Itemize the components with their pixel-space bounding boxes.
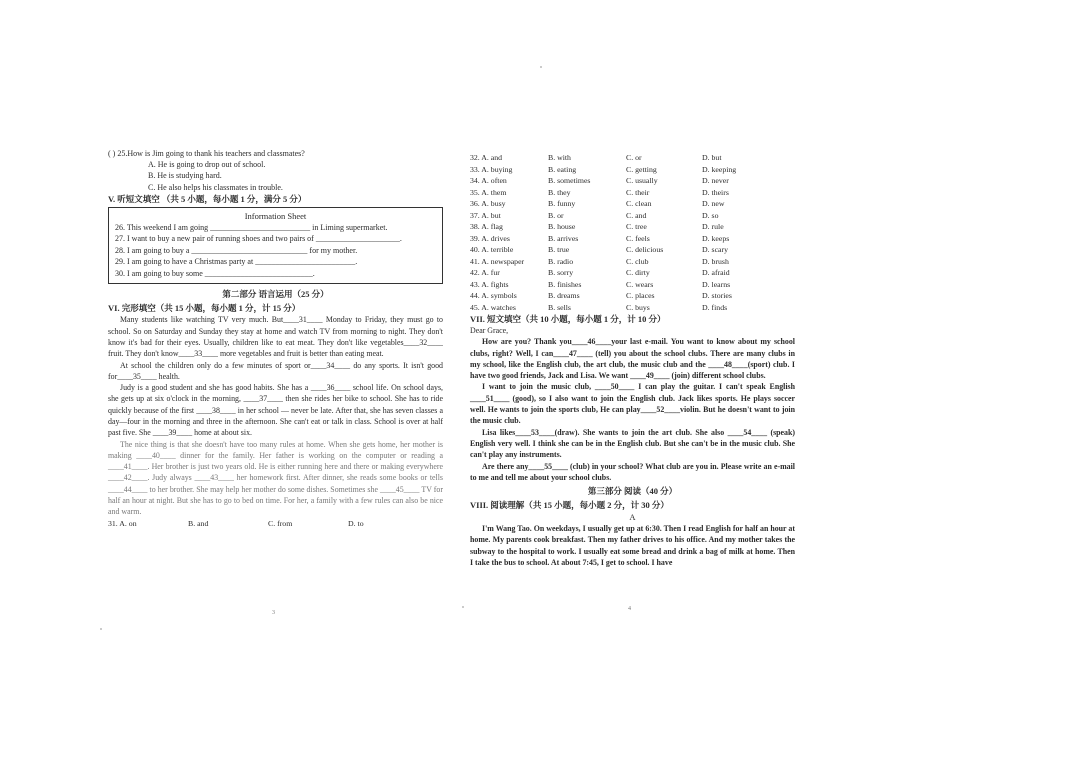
scan-speck <box>100 628 102 630</box>
page-number-right: 4 <box>628 606 631 612</box>
opt-44-c: C. places <box>626 291 655 300</box>
opt-39-c: C. feels <box>626 233 650 243</box>
cloze-paragraph-2: At school the children only do a few minutes of sport or____34____ do any sports. It isn't good for____35____ health. <box>108 360 443 381</box>
opt-34-d: D. never <box>702 176 729 185</box>
opt-43-c: C. wears <box>626 279 654 289</box>
part-3-title: 第三部分 阅读（40 分） <box>587 486 678 497</box>
opt-35-a: 35. A. them <box>470 187 507 197</box>
reading-a-text: I'm Wang Tao. On weekdays, I usually get up at 6:30. Then I read English for half an hour at home. My parents cook breakfast. Then my father drives to his office. And my mother takes the subway to the hospital to work. I usually eat some bread and drink a bag of milk at home. Then I take the bus to school. At about 7:45, I get to school. I have <box>470 524 795 568</box>
opt-39-d: D. keeps <box>702 233 730 243</box>
q31-option-a: 31. A. on <box>108 518 137 528</box>
opt-35-d: D. theirs <box>702 187 729 197</box>
opt-32-d: D. but <box>702 153 722 162</box>
opt-41-d: D. brush <box>702 256 729 266</box>
letter-paragraph-1: How are you? Thank you____46____your last e-mail. You want to know about my school clubs, right? Well, I can____47____ (tell) you about the school clubs. There are many clubs in my school, like the English club, the art club, the music club and the ____48____(sport) club. I have two good friends, Jack and Lisa. We want ____49____ (join) different school clubs. <box>470 337 795 381</box>
opt-38-b: B. house <box>548 222 576 231</box>
info-row-30: 30. I am going to buy some ___________________________. <box>115 268 315 278</box>
letter-paragraph-2: I want to join the music club, ____50____ I can play the guitar. I can't speak English ____51____ (good), so I also want to join the English club. Jack likes sports. He plays soccer well. He wants to join the sports club, He can play____52____violin. But he doesn't want to join the music club. <box>470 382 795 426</box>
opt-42-b: B. sorry <box>548 268 574 277</box>
opt-40-d: D. scary <box>702 245 728 254</box>
opt-42-d: D. afraid <box>702 268 730 277</box>
cloze-options-table <box>470 152 795 313</box>
scan-speck <box>462 606 464 608</box>
opt-42-c: C. dirty <box>626 268 650 277</box>
opt-32-c: C. or <box>626 153 642 162</box>
opt-37-a: 37. A. but <box>470 210 501 220</box>
information-sheet-title: Information Sheet <box>244 210 307 221</box>
q31-option-d: D. to <box>348 518 364 528</box>
opt-36-d: D. new <box>702 199 725 208</box>
opt-43-d: D. learns <box>702 279 731 289</box>
opt-36-a: 36. A. busy <box>470 199 506 208</box>
opt-38-d: D. rule <box>702 222 724 231</box>
opt-44-d: D. stories <box>702 291 732 300</box>
opt-32-b: B. with <box>548 153 571 162</box>
info-row-27: 27. I want to buy a new pair of running shoes and two pairs of _____________________. <box>115 234 402 244</box>
opt-33-b: B. eating <box>548 164 577 174</box>
q31-option-c: C. from <box>268 518 293 528</box>
q31-option-b: B. and <box>188 518 209 528</box>
opt-43-a: 43. A. fights <box>470 279 509 289</box>
opt-37-c: C. and <box>626 210 647 220</box>
info-row-28: 28. I am going to buy a _____________________________ for my mother. <box>115 245 358 255</box>
opt-35-b: B. they <box>548 187 571 197</box>
opt-33-c: C. getting <box>626 164 657 174</box>
opt-40-c: C. delicious <box>626 245 664 254</box>
opt-41-c: C. club <box>626 256 649 266</box>
opt-34-a: 34. A. often <box>470 176 507 185</box>
opt-40-b: B. true <box>548 245 570 254</box>
reading-a-label: A <box>629 512 636 523</box>
opt-41-b: B. radio <box>548 256 574 266</box>
letter-paragraph-3: Lisa likes____53____(draw). She wants to join the art club. She also ____54____ (speak) English very well. I think she can be in the English club. But she can't be in the music club. She can't play any instruments. <box>470 427 795 460</box>
opt-39-b: B. arrives <box>548 233 579 243</box>
opt-36-c: C. clean <box>626 199 652 208</box>
q31-options <box>108 518 443 530</box>
q25-option-a: A. He is going to drop out of school. <box>148 160 266 170</box>
section-6-title: VI. 完形填空（共 15 小题，每小题 1 分，计 15 分） <box>108 303 301 314</box>
opt-45-b: B. sells <box>548 302 571 312</box>
opt-41-a: 41. A. newspaper <box>470 256 525 266</box>
opt-35-c: C. their <box>626 187 650 197</box>
page-number-left: 3 <box>272 610 275 616</box>
section-7-title: VII. 短文填空（共 10 小题，每小题 1 分，计 10 分） <box>470 314 666 324</box>
letter-greeting: Dear Grace, <box>470 326 509 335</box>
opt-38-c: C. tree <box>626 222 647 231</box>
info-row-29: 29. I am going to have a Christmas party at _________________________. <box>115 257 358 267</box>
cloze-paragraph-4: The nice thing is that she doesn't have too many rules at home. When she gets home, her mother is making ____40____ dinner for the family. Her father is working on the computer or reading a ____41____. Her brother is just two years old. He is either running here and there or making everywhere ____42____. Judy always ____43____ her homework first. After dinner, she reads some books or tells ____44____ to her brother. She may help her mother do some dishes. Sometimes she ____45____ TV for half an hour at night. But she has to go to bed on time. For her, a family with a few rules can also be nice and warm. <box>108 439 443 517</box>
right-page <box>470 152 795 612</box>
opt-45-a: 45. A. watches <box>470 302 516 312</box>
opt-37-b: B. or <box>548 210 564 220</box>
opt-39-a: 39. A. drives <box>470 233 510 243</box>
opt-36-b: B. funny <box>548 199 576 208</box>
opt-34-c: C. usually <box>626 176 658 185</box>
letter-paragraph-4: Are there any____55____ (club) in your school? What club are you in. Please write an e-mail to me and tell me about your school clubs. <box>470 461 795 482</box>
opt-37-d: D. so <box>702 210 719 220</box>
opt-33-d: D. keeping <box>702 164 737 174</box>
scan-speck <box>540 66 542 68</box>
q25-stem: ( ) 25.How is Jim going to thank his teachers and classmates? <box>108 149 305 158</box>
part-2-title: 第二部分 语言运用（25 分） <box>222 289 329 300</box>
opt-33-a: 33. A. buying <box>470 164 513 174</box>
section-8-title: VIII. 阅读理解（共 15 小题，每小题 2 分，计 30 分） <box>470 500 669 511</box>
opt-44-b: B. dreams <box>548 291 580 300</box>
opt-40-a: 40. A. terrible <box>470 245 514 254</box>
cloze-paragraph-1: Many students like watching TV very much. But____31____ Monday to Friday, they must go to school. So on Saturday and Sunday they stay at home and watch TV from morning to night. They don't know it's bad for their eyes. Usually, children like to eat meat. They don't like vegetables____32____ fruit. They don't know____33____ more vegetables and fruit is better than eating meat. <box>108 315 443 359</box>
cloze-paragraph-3: Judy is a good student and she has good habits. She has a ____36____ school life. On school days, she gets up at six o'clock in the morning, ____37____ then she rides her bike to school. She has to ride quickly because of the first ____38____ in her school — never be late. After that, she has seven classes a day—four in the morning and three in the afternoon. She can't eat or talk in class. School is over at half past five. She ____39____ home at about six. <box>108 383 443 438</box>
opt-38-a: 38. A. flag <box>470 222 503 231</box>
section-5-title: V. 听短文填空 （共 5 小题，每小题 1 分，满分 5 分） <box>108 193 307 204</box>
opt-42-a: 42. A. fur <box>470 268 500 277</box>
left-page <box>108 148 443 618</box>
opt-43-b: B. finishes <box>548 279 582 289</box>
opt-34-b: B. sometimes <box>548 176 591 185</box>
opt-44-a: 44. A. symbols <box>470 291 517 300</box>
opt-45-c: C. buys <box>626 302 650 312</box>
opt-32-a: 32. A. and <box>470 153 503 162</box>
opt-45-d: D. finds <box>702 302 728 312</box>
q25-option-c: C. He also helps his classmates in trouble. <box>148 182 283 192</box>
info-row-26: 26. This weekend I am going _________________________ in Liming supermarket. <box>115 222 388 232</box>
q25-option-b: B. He is studying hard. <box>148 171 222 181</box>
information-sheet <box>108 207 443 285</box>
